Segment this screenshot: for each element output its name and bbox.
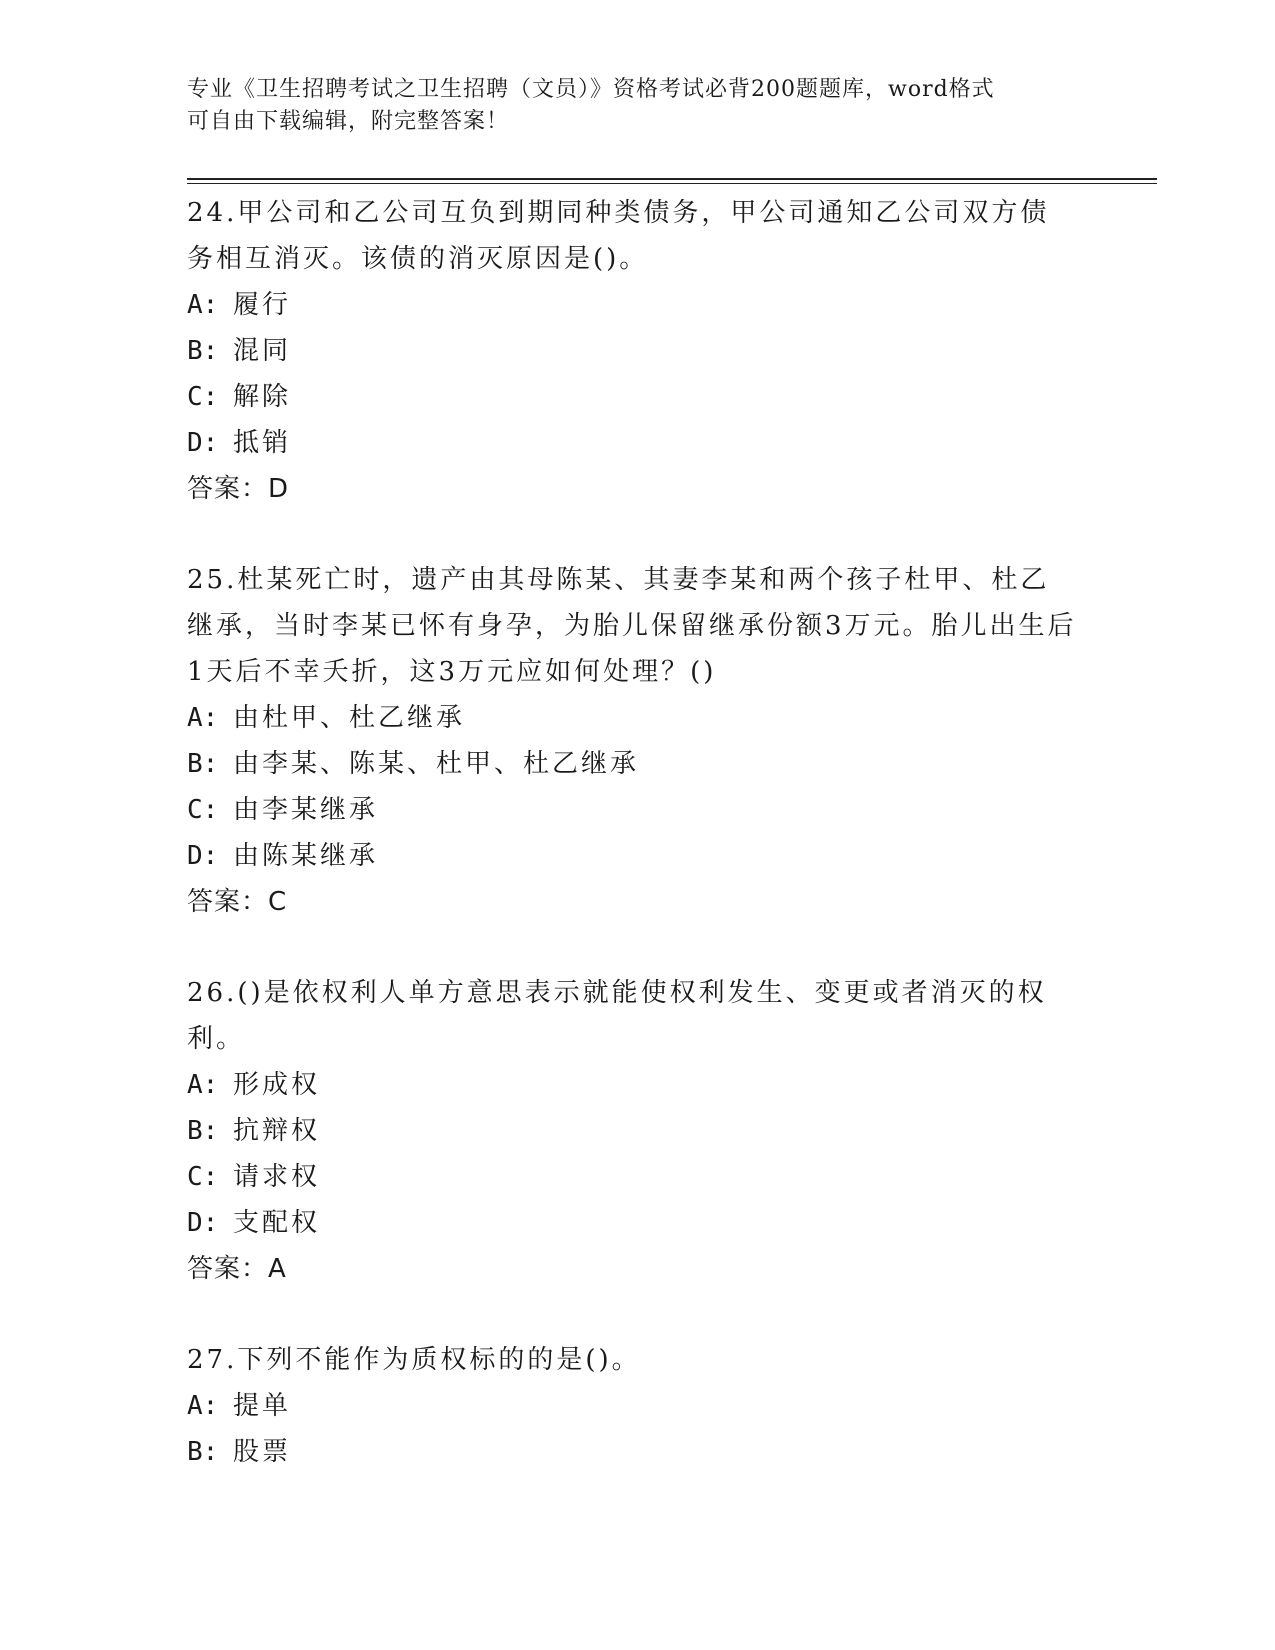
option-text: 履行 — [233, 290, 292, 320]
option-text: 形成权 — [233, 1070, 321, 1100]
option-text: 股票 — [233, 1437, 292, 1467]
option-text: 支配权 — [233, 1208, 321, 1238]
option-text: 由李某、陈某、杜甲、杜乙继承 — [233, 749, 640, 779]
option-letter: A: — [187, 703, 219, 733]
header-divider-thin — [187, 183, 1157, 184]
option-d — [187, 420, 1087, 466]
question-item — [187, 557, 1087, 925]
option-d — [187, 1200, 1087, 1246]
option-letter: D: — [187, 428, 219, 458]
option-text: 由陈某继承 — [233, 841, 379, 871]
option-letter: A: — [187, 290, 219, 320]
option-a — [187, 1383, 1087, 1429]
option-c — [187, 787, 1087, 833]
option-text: 提单 — [233, 1391, 292, 1421]
option-letter: B: — [187, 1437, 219, 1467]
option-a — [187, 282, 1087, 328]
option-c — [187, 1154, 1087, 1200]
option-text: 抗辩权 — [233, 1116, 321, 1146]
option-text: 解除 — [233, 382, 292, 412]
header-divider-thick — [187, 178, 1157, 180]
document-header — [187, 74, 1067, 138]
question-spacer — [187, 925, 1087, 970]
option-d — [187, 833, 1087, 879]
option-letter: C: — [187, 795, 219, 825]
question-spacer — [187, 1292, 1087, 1337]
option-letter: B: — [187, 749, 219, 779]
option-b — [187, 1108, 1087, 1154]
option-letter: D: — [187, 841, 219, 871]
answer-line: 答案：D — [187, 474, 290, 504]
question-text: 26.()是依权利人单方意思表示就能使权利发生、变更或者消灭的权利。 — [187, 978, 1047, 1054]
question-text: 25.杜某死亡时，遗产由其母陈某、其妻李某和两个孩子杜甲、杜乙继承，当时李某已怀有身孕，为胎儿保留继承份额3万元。胎儿出生后1天后不幸夭折，这3万元应如何处理？() — [187, 565, 1077, 687]
option-c — [187, 374, 1087, 420]
option-b — [187, 328, 1087, 374]
answer-line: 答案：A — [187, 1254, 287, 1284]
header-line-1: 专业《卫生招聘考试之卫生招聘（文员）》资格考试必背200题题库，word格式 — [187, 77, 995, 102]
option-letter: D: — [187, 1208, 219, 1238]
option-letter: B: — [187, 1116, 219, 1146]
option-text: 由李某继承 — [233, 795, 379, 825]
option-a — [187, 1062, 1087, 1108]
option-letter: B: — [187, 336, 219, 366]
option-letter: C: — [187, 1162, 219, 1192]
question-item — [187, 970, 1087, 1292]
option-letter: A: — [187, 1070, 219, 1100]
question-text: 27.下列不能作为质权标的的是()。 — [187, 1345, 641, 1375]
option-letter: A: — [187, 1391, 219, 1421]
question-text: 24.甲公司和乙公司互负到期同种类债务，甲公司通知乙公司双方债务相互消灭。该债的消灭原因是()。 — [187, 198, 1050, 274]
option-b — [187, 1429, 1087, 1475]
question-spacer — [187, 512, 1087, 557]
option-text: 抵销 — [233, 428, 292, 458]
question-item — [187, 1337, 1087, 1475]
option-text: 请求权 — [233, 1162, 321, 1192]
option-b — [187, 741, 1087, 787]
answer-line: 答案：C — [187, 887, 288, 917]
header-line-2: 可自由下载编辑，附完整答案！ — [187, 109, 510, 134]
option-text: 由杜甲、杜乙继承 — [233, 703, 466, 733]
option-letter: C: — [187, 382, 219, 412]
option-a — [187, 695, 1087, 741]
question-item — [187, 190, 1087, 512]
question-list — [187, 190, 1087, 1475]
option-text: 混同 — [233, 336, 292, 366]
